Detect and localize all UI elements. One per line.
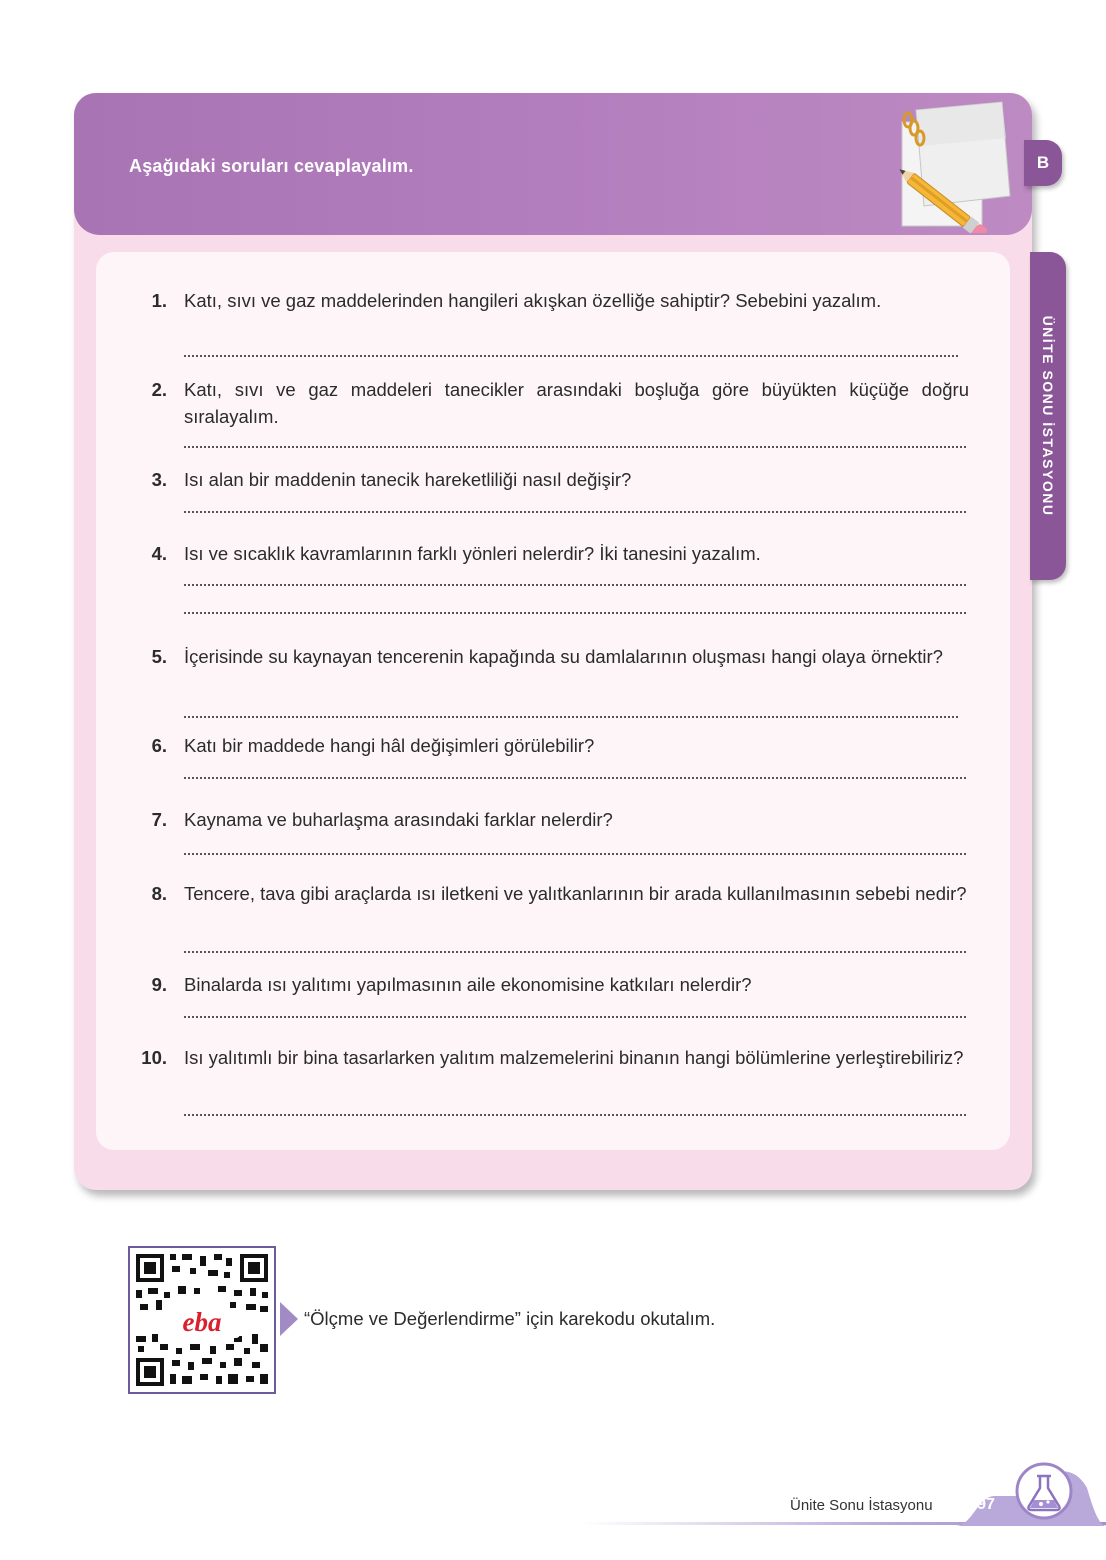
pointer-arrow-icon: [280, 1302, 298, 1336]
question-text: Katı bir maddede hangi hâl değişimleri görülebilir?: [184, 735, 595, 756]
question-number: 6.: [151, 735, 167, 756]
answer-line[interactable]: [184, 446, 966, 448]
question-text: Isı alan bir maddenin tanecik hareketliliği nasıl değişir?: [184, 469, 632, 490]
side-tab: [1030, 252, 1066, 580]
page-number-badge: [955, 1458, 1106, 1528]
question-text: Binalarda ısı yalıtımı yapılmasının aile ekonomisine katkıları nelerdir?: [184, 974, 752, 995]
qr-code[interactable]: [128, 1246, 276, 1394]
question-text: Isı ve sıcaklık kavramlarının farklı yönleri nelerdir? İki tanesini yazalım.: [184, 543, 761, 564]
question-number: 9.: [151, 974, 167, 995]
question-number: 5.: [151, 646, 167, 667]
side-tab-label: ÜNİTE SONU İSTASYONU: [1040, 315, 1056, 517]
answer-line[interactable]: [184, 1016, 966, 1018]
question-text: Kaynama ve buharlaşma arasındaki farklar nelerdir?: [184, 809, 613, 830]
question-text: Katı, sıvı ve gaz maddeleri tanecikler arasındaki boşluğa göre büyükten küçüğe doğru sıralayalım.: [184, 379, 969, 427]
eba-logo-text: eba: [182, 1307, 222, 1337]
question-text: Tencere, tava gibi araçlarda ısı iletkeni ve yalıtkanlarının bir arada kullanılmasının sebebi nedir?: [184, 883, 967, 904]
answer-line[interactable]: [184, 612, 966, 614]
card-header: [74, 93, 1032, 235]
answer-line[interactable]: [184, 951, 966, 953]
answer-line[interactable]: [184, 777, 966, 779]
notepad-pencil-icon: [894, 98, 1014, 233]
qr-code-icon: [130, 1248, 274, 1392]
question-number: 2.: [151, 379, 167, 400]
question-number: 8.: [151, 883, 167, 904]
header-title: Aşağıdaki soruları cevaplayalım.: [129, 156, 414, 176]
question-text: Katı, sıvı ve gaz maddelerinden hangileri akışkan özelliğe sahiptir? Sebebini yazalım.: [184, 290, 882, 311]
question-number: 10.: [141, 1047, 167, 1068]
answer-line[interactable]: [184, 1114, 966, 1116]
question-number: 7.: [151, 809, 167, 830]
answer-line[interactable]: [184, 355, 958, 357]
question-number: 4.: [151, 543, 167, 564]
footer-label: Ünite Sonu İstasyonu: [790, 1497, 933, 1514]
section-badge: B: [1024, 140, 1062, 186]
answer-line[interactable]: [184, 716, 958, 718]
qr-caption: “Ölçme ve Değerlendirme” için karekodu okutalım.: [304, 1308, 716, 1329]
answer-line[interactable]: [184, 511, 966, 513]
question-text: Isı yalıtımlı bir bina tasarlarken yalıtım malzemelerini binanın hangi bölümlerine yerleştirebiliriz?: [184, 1047, 964, 1068]
page-number: 97: [977, 1496, 995, 1513]
question-number: 1.: [151, 290, 167, 311]
answer-line[interactable]: [184, 584, 966, 586]
question-text: İçerisinde su kaynayan tencerenin kapağında su damlalarının oluşması hangi olaya örnektir?: [184, 646, 943, 667]
answer-line[interactable]: [184, 853, 966, 855]
question-number: 3.: [151, 469, 167, 490]
